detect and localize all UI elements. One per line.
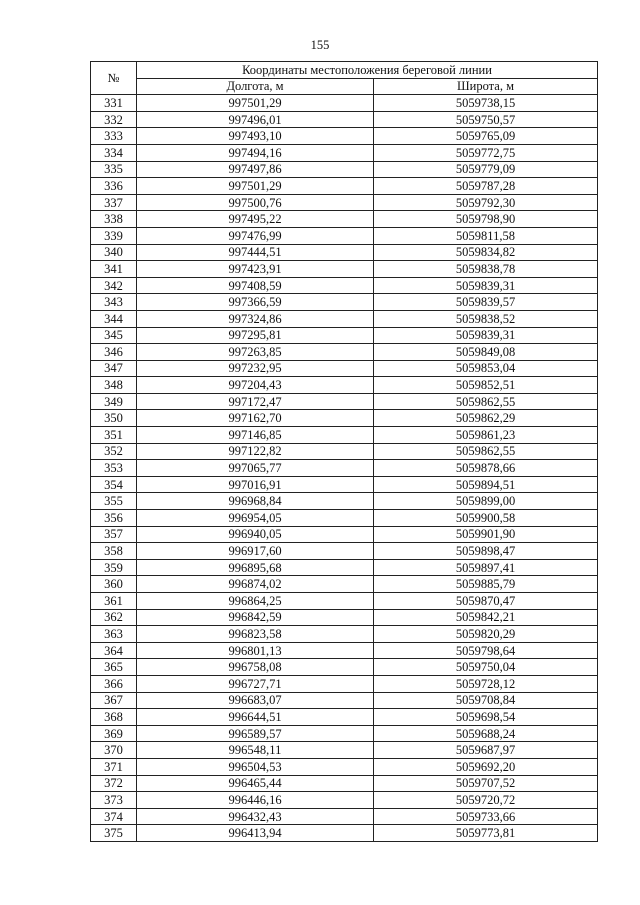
table-row: [91, 178, 598, 195]
latitude-cell: 5059692,20: [374, 758, 598, 775]
point-number-cell: 338: [91, 211, 137, 228]
point-number-cell: 374: [91, 808, 137, 825]
table-row: [91, 543, 598, 560]
coordinates-group-header: Координаты местоположения береговой линии: [137, 62, 598, 79]
point-number-cell: 357: [91, 526, 137, 543]
latitude-cell: 5059750,04: [374, 659, 598, 676]
table-row: [91, 310, 598, 327]
longitude-cell: 996548,11: [137, 742, 374, 759]
latitude-cell: 5059852,51: [374, 377, 598, 394]
table-row: [91, 593, 598, 610]
point-number-cell: 349: [91, 393, 137, 410]
table-row: [91, 393, 598, 410]
point-number-cell: 337: [91, 194, 137, 211]
point-number-cell: 360: [91, 576, 137, 593]
table-row: [91, 476, 598, 493]
point-number-cell: 341: [91, 261, 137, 278]
longitude-cell: 997295,81: [137, 327, 374, 344]
longitude-cell: 996413,94: [137, 825, 374, 842]
latitude-cell: 5059849,08: [374, 344, 598, 361]
point-number-cell: 375: [91, 825, 137, 842]
longitude-cell: 996823,58: [137, 626, 374, 643]
table-row: [91, 327, 598, 344]
longitude-cell: 997423,91: [137, 261, 374, 278]
point-number-cell: 354: [91, 476, 137, 493]
latitude-cell: 5059792,30: [374, 194, 598, 211]
longitude-cell: 996895,68: [137, 559, 374, 576]
latitude-cell: 5059787,28: [374, 178, 598, 195]
table-row: [91, 128, 598, 145]
latitude-cell: 5059798,90: [374, 211, 598, 228]
point-number-cell: 342: [91, 277, 137, 294]
table-row: [91, 410, 598, 427]
point-number-cell: 333: [91, 128, 137, 145]
latitude-cell: 5059862,29: [374, 410, 598, 427]
point-number-cell: 340: [91, 244, 137, 261]
table-row: [91, 626, 598, 643]
latitude-cell: 5059728,12: [374, 675, 598, 692]
point-number-cell: 363: [91, 626, 137, 643]
longitude-cell: 997065,77: [137, 460, 374, 477]
table-row: [91, 526, 598, 543]
point-number-cell: 348: [91, 377, 137, 394]
point-number-cell: 334: [91, 144, 137, 161]
longitude-cell: 997444,51: [137, 244, 374, 261]
table-row: [91, 758, 598, 775]
table-row: [91, 510, 598, 527]
longitude-cell: 997495,22: [137, 211, 374, 228]
longitude-cell: 997408,59: [137, 277, 374, 294]
longitude-cell: 996968,84: [137, 493, 374, 510]
latitude-cell: 5059707,52: [374, 775, 598, 792]
table-row: [91, 144, 598, 161]
table-row: [91, 294, 598, 311]
table-row: [91, 244, 598, 261]
table-row: [91, 659, 598, 676]
latitude-cell: 5059839,31: [374, 327, 598, 344]
latitude-cell: 5059708,84: [374, 692, 598, 709]
table-row: [91, 709, 598, 726]
point-number-cell: 350: [91, 410, 137, 427]
table-row: [91, 211, 598, 228]
table-row: [91, 194, 598, 211]
longitude-cell: 996465,44: [137, 775, 374, 792]
latitude-cell: 5059899,00: [374, 493, 598, 510]
point-number-cell: 332: [91, 111, 137, 128]
longitude-cell: 996432,43: [137, 808, 374, 825]
table-row: [91, 692, 598, 709]
table-row: [91, 559, 598, 576]
longitude-cell: 997232,95: [137, 360, 374, 377]
table-row: [91, 377, 598, 394]
longitude-cell: 997476,99: [137, 227, 374, 244]
point-number-cell: 372: [91, 775, 137, 792]
longitude-cell: 997501,29: [137, 178, 374, 195]
point-number-cell: 361: [91, 593, 137, 610]
latitude-cell: 5059720,72: [374, 792, 598, 809]
point-number-cell: 346: [91, 344, 137, 361]
point-number-cell: 366: [91, 675, 137, 692]
latitude-cell: 5059897,41: [374, 559, 598, 576]
point-number-cell: 367: [91, 692, 137, 709]
longitude-cell: 996644,51: [137, 709, 374, 726]
latitude-cell: 5059853,04: [374, 360, 598, 377]
longitude-cell: 997122,82: [137, 443, 374, 460]
latitude-cell: 5059772,75: [374, 144, 598, 161]
table-row: [91, 161, 598, 178]
point-number-cell: 371: [91, 758, 137, 775]
latitude-cell: 5059765,09: [374, 128, 598, 145]
longitude-cell: 997494,16: [137, 144, 374, 161]
table-row: [91, 825, 598, 842]
latitude-cell: 5059733,66: [374, 808, 598, 825]
longitude-column-header: Долгота, м: [137, 78, 374, 95]
point-number-cell: 370: [91, 742, 137, 759]
point-number-cell: 362: [91, 609, 137, 626]
point-number-cell: 355: [91, 493, 137, 510]
point-number-cell: 369: [91, 725, 137, 742]
point-number-cell: 368: [91, 709, 137, 726]
latitude-cell: 5059838,78: [374, 261, 598, 278]
latitude-cell: 5059885,79: [374, 576, 598, 593]
latitude-cell: 5059688,24: [374, 725, 598, 742]
longitude-cell: 996727,71: [137, 675, 374, 692]
table-row: [91, 808, 598, 825]
longitude-cell: 996954,05: [137, 510, 374, 527]
longitude-cell: 997366,59: [137, 294, 374, 311]
latitude-cell: 5059900,58: [374, 510, 598, 527]
longitude-cell: 996864,25: [137, 593, 374, 610]
point-number-cell: 343: [91, 294, 137, 311]
table-row: [91, 427, 598, 444]
latitude-cell: 5059738,15: [374, 95, 598, 112]
table-header: [91, 62, 598, 95]
point-number-cell: 364: [91, 642, 137, 659]
point-number-cell: 336: [91, 178, 137, 195]
point-number-cell: 356: [91, 510, 137, 527]
longitude-cell: 997016,91: [137, 476, 374, 493]
point-number-cell: 339: [91, 227, 137, 244]
table-row: [91, 111, 598, 128]
latitude-cell: 5059798,64: [374, 642, 598, 659]
point-number-cell: 331: [91, 95, 137, 112]
longitude-cell: 996589,57: [137, 725, 374, 742]
latitude-cell: 5059901,90: [374, 526, 598, 543]
table-row: [91, 493, 598, 510]
point-number-cell: 353: [91, 460, 137, 477]
table-row: [91, 277, 598, 294]
table-row: [91, 261, 598, 278]
latitude-cell: 5059820,29: [374, 626, 598, 643]
table-row: [91, 675, 598, 692]
latitude-cell: 5059898,47: [374, 543, 598, 560]
longitude-cell: 996504,53: [137, 758, 374, 775]
latitude-cell: 5059687,97: [374, 742, 598, 759]
longitude-cell: 996801,13: [137, 642, 374, 659]
longitude-cell: 996758,08: [137, 659, 374, 676]
longitude-cell: 997162,70: [137, 410, 374, 427]
point-number-cell: 345: [91, 327, 137, 344]
table-row: [91, 792, 598, 809]
longitude-cell: 997263,85: [137, 344, 374, 361]
table-row: [91, 609, 598, 626]
latitude-cell: 5059838,52: [374, 310, 598, 327]
latitude-cell: 5059698,54: [374, 709, 598, 726]
point-number-cell: 344: [91, 310, 137, 327]
latitude-cell: 5059861,23: [374, 427, 598, 444]
longitude-cell: 997204,43: [137, 377, 374, 394]
point-number-cell: 352: [91, 443, 137, 460]
longitude-cell: 996842,59: [137, 609, 374, 626]
latitude-cell: 5059862,55: [374, 393, 598, 410]
longitude-cell: 997496,01: [137, 111, 374, 128]
table-row: [91, 227, 598, 244]
latitude-cell: 5059811,58: [374, 227, 598, 244]
latitude-cell: 5059834,82: [374, 244, 598, 261]
longitude-cell: 997493,10: [137, 128, 374, 145]
longitude-cell: 997172,47: [137, 393, 374, 410]
longitude-cell: 996874,02: [137, 576, 374, 593]
longitude-cell: 996940,05: [137, 526, 374, 543]
point-number-cell: 347: [91, 360, 137, 377]
point-number-cell: 359: [91, 559, 137, 576]
table-row: [91, 95, 598, 112]
point-number-cell: 351: [91, 427, 137, 444]
point-number-cell: 365: [91, 659, 137, 676]
latitude-cell: 5059842,21: [374, 609, 598, 626]
point-number-cell: 358: [91, 543, 137, 560]
table-row: [91, 443, 598, 460]
latitude-cell: 5059862,55: [374, 443, 598, 460]
table-row: [91, 775, 598, 792]
longitude-cell: 996683,07: [137, 692, 374, 709]
latitude-cell: 5059878,66: [374, 460, 598, 477]
latitude-column-header: Широта, м: [374, 78, 598, 95]
latitude-cell: 5059773,81: [374, 825, 598, 842]
longitude-cell: 996917,60: [137, 543, 374, 560]
table-row: [91, 742, 598, 759]
table-body: [91, 95, 598, 842]
point-number-cell: 335: [91, 161, 137, 178]
longitude-cell: 997501,29: [137, 95, 374, 112]
latitude-cell: 5059779,09: [374, 161, 598, 178]
latitude-cell: 5059870,47: [374, 593, 598, 610]
longitude-cell: 996446,16: [137, 792, 374, 809]
latitude-cell: 5059894,51: [374, 476, 598, 493]
table-row: [91, 344, 598, 361]
latitude-cell: 5059750,57: [374, 111, 598, 128]
coordinates-table: [90, 61, 598, 842]
table-row: [91, 725, 598, 742]
longitude-cell: 997324,86: [137, 310, 374, 327]
latitude-cell: 5059839,57: [374, 294, 598, 311]
point-number-cell: 373: [91, 792, 137, 809]
table-row: [91, 460, 598, 477]
table-row: [91, 360, 598, 377]
table-row: [91, 642, 598, 659]
longitude-cell: 997146,85: [137, 427, 374, 444]
latitude-cell: 5059839,31: [374, 277, 598, 294]
longitude-cell: 997497,86: [137, 161, 374, 178]
table-row: [91, 576, 598, 593]
page-number: 155: [310, 38, 330, 52]
number-column-header: №: [91, 62, 137, 95]
longitude-cell: 997500,76: [137, 194, 374, 211]
